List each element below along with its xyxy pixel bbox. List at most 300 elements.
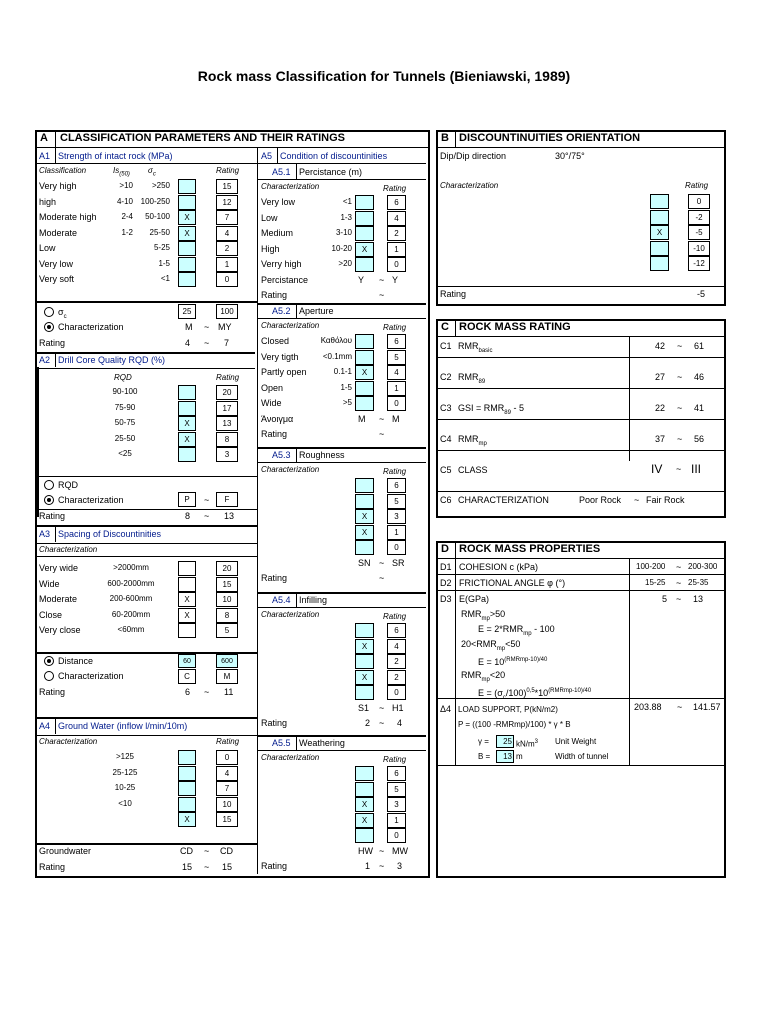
a5-p2-header-rating: Rating (383, 323, 407, 332)
c-row-from: 42 (655, 341, 666, 351)
b-row-check[interactable] (650, 256, 669, 271)
a5-p1-row-rating: 0 (387, 257, 406, 272)
a5-p4-row-rating: 6 (387, 623, 406, 638)
a5-p2-row-rating: 6 (387, 334, 406, 349)
c-row-tilde: ~ (677, 372, 683, 382)
a3-row-rating: 8 (216, 608, 238, 623)
a2-characterization-radio[interactable] (44, 495, 54, 505)
a4-rating-from: 15 (182, 862, 193, 872)
a5-p1-row-rating: 4 (387, 211, 406, 226)
a5-p3-header-characterization: Characterization (261, 465, 320, 474)
a1-row-check[interactable] (178, 179, 196, 194)
a4-title: Ground Water (inflow l/min/10m) (58, 721, 188, 731)
a5-p3-row-check[interactable]: X (355, 525, 374, 540)
b-rating-label: Rating (440, 289, 467, 299)
b-dip-value: 30°/75° (555, 151, 585, 161)
c-row-to: 56 (694, 434, 705, 444)
d4-code: Δ4 (440, 704, 452, 714)
a5-p2-header-characterization: Characterization (261, 321, 320, 330)
a5-p3-summary-from: SN (358, 558, 371, 568)
d1-to: 200-300 (688, 562, 718, 571)
a1-char-tilde: ~ (204, 322, 210, 332)
a5-sep-h (257, 179, 426, 180)
c5-label: CLASS (458, 465, 488, 475)
a5-sep (296, 447, 297, 462)
d2-label: FRICTIONAL ANGLE φ (°) (459, 578, 566, 588)
a5-p5-title: Weathering (299, 738, 345, 748)
a5-p2-code: A5.2 (272, 306, 291, 316)
c-row-tilde: ~ (677, 341, 683, 351)
a5-p5-row-check[interactable]: X (355, 813, 374, 828)
a5-p2-row-check[interactable] (355, 334, 374, 349)
c-row-from: 22 (655, 403, 666, 413)
a5-sep-h (257, 462, 426, 463)
a1-rating-to: 7 (224, 338, 230, 348)
a5-p4-row-rating: 0 (387, 685, 406, 700)
a5-p2-row-range: 1-5 (340, 382, 352, 392)
a2-rating-tilde: ~ (204, 511, 210, 521)
a3-row-rating: 5 (216, 623, 238, 638)
section-b-title: DISCOUNTINUITIES ORIENTATION (459, 132, 641, 144)
d3-line-3: $20<RMR_{mp}<50$ (461, 639, 521, 652)
a5-p1-summary-to: Y (392, 275, 399, 285)
a5-p1-summary-label: Percistance (261, 275, 309, 285)
section-d-title: ROCK MASS PROPERTIES (459, 543, 601, 555)
a2-row-check[interactable]: X (178, 416, 196, 431)
a4-gw-from: CD (180, 846, 193, 856)
a1-rating-tilde: ~ (204, 338, 210, 348)
a4-row-range: <10 (118, 798, 132, 808)
a5-p2-row-check[interactable] (355, 396, 374, 411)
a3-characterization-radio[interactable] (44, 671, 54, 681)
a4-header-characterization: Characterization (39, 737, 98, 746)
a3-row-check[interactable]: X (178, 592, 196, 607)
a1-header-rating: Rating (216, 166, 240, 175)
a5-p2-row-rating: 0 (387, 396, 406, 411)
a4-row-check[interactable]: X (178, 812, 196, 827)
a5-p4-rating-tilde: ~ (379, 718, 385, 728)
a2-title: Drill Core Quality RQD (%) (58, 355, 166, 365)
c-row-from: 27 (655, 372, 666, 382)
a3-distance-radio[interactable] (44, 656, 54, 666)
b-row-rating: 0 (688, 194, 710, 209)
a1-char-to: MY (218, 322, 232, 332)
c6-from: Poor Rock (579, 495, 622, 505)
a3-characterization-label: Characterization (58, 671, 124, 681)
a3-header-characterization: Characterization (39, 545, 98, 554)
a1-row-check[interactable] (178, 195, 196, 210)
a5-p1-header-characterization: Characterization (261, 182, 320, 191)
c-row-to: 61 (694, 341, 705, 351)
a2-row-check[interactable]: X (178, 432, 196, 447)
c-row-label: GSI = $RMR_{89} - 5$ (458, 403, 524, 416)
a1-row-sigma: 25-50 (149, 227, 170, 237)
a4-row-range: >125 (115, 752, 135, 761)
a5-p1-row-range: <1 (342, 197, 352, 206)
a5-p3-row-rating: 3 (387, 509, 406, 524)
a5-p5-rating-tilde: ~ (379, 861, 385, 871)
a5-p1-row-rating: 6 (387, 195, 406, 210)
d3-line-6: $E = (\sigma_c/100)^{0,5}*10^{(RMRmp-10)/40}$ (478, 688, 592, 701)
a1-row-check[interactable] (178, 257, 196, 272)
a5-p1-row-rating: 1 (387, 242, 406, 257)
a5-p3-rating-label: Rating (261, 573, 288, 583)
gamma-value-input[interactable]: 25 (496, 735, 514, 748)
section-a-title: CLASSIFICATION PARAMETERS AND THEIR RATINGS (60, 132, 345, 144)
a5-p2-summary-to: M (392, 414, 400, 424)
a1-sigma-label: $\sigma_c$ (58, 307, 67, 320)
a2-rqd-radio[interactable] (44, 480, 54, 490)
a5-p2-row-label: Open (261, 382, 284, 393)
a5-sep (296, 303, 297, 318)
a5-p4-row-check[interactable] (355, 685, 374, 700)
b-dip-label: Dip/Dip direction (440, 151, 507, 161)
a2-row-range: 90-100 (112, 387, 138, 396)
a2-row-rating: 8 (216, 432, 238, 447)
a1-row-check[interactable] (178, 272, 196, 287)
a5-sep (296, 164, 297, 179)
a5-p5-row-rating: 1 (387, 813, 406, 828)
b-row-rating: -10 (688, 241, 710, 256)
a4-row-range: 10-25 (114, 783, 136, 792)
a1-row-label: Very low (39, 258, 74, 269)
a5-p2-row-range: >5 (342, 398, 352, 407)
c-row-divider (436, 357, 724, 358)
d3-code: D3 (440, 594, 452, 604)
a2-row-check[interactable] (178, 385, 196, 400)
a5-p2-row-label: Closed (261, 336, 290, 346)
a5-p2-row-range: 0.1-1 (333, 367, 352, 376)
c-row-tilde: ~ (677, 434, 683, 444)
a5-title: Condition of discountinities (280, 151, 388, 161)
a5-p2-row-label: Very tigth (261, 351, 299, 362)
a4-row-rating: 7 (216, 781, 238, 796)
a5-p2-rating-tilde: ~ (379, 429, 385, 439)
c5-code: C5 (440, 465, 452, 475)
section-d-letter: D (441, 543, 449, 555)
a3-row-rating: 10 (216, 592, 238, 607)
a5-p2-summary-label: Άνοιγμα (261, 414, 294, 424)
a5-p4-row-rating: 2 (387, 654, 406, 669)
a5-p4-row-check[interactable] (355, 623, 374, 638)
a5-p4-code: A5.4 (272, 595, 291, 605)
a1-sigma-value-1[interactable]: 25 (178, 304, 196, 319)
a5-p3-code: A5.3 (272, 450, 291, 460)
a5-p5-row-rating: 5 (387, 782, 406, 797)
a5-p2-row-range: Καθόλου (320, 336, 352, 345)
d4-label: LOAD SUPPORT, P(kN/m2) (458, 705, 558, 714)
section-b-letter: B (441, 132, 449, 144)
c-row-tilde: ~ (677, 403, 683, 413)
a1-row-label: Moderate (39, 227, 78, 238)
a1-row-rating: 4 (216, 226, 238, 241)
b-value-input[interactable]: 13 (496, 750, 514, 763)
c-row-label: $RMR_{basic}$ (458, 341, 493, 354)
a5-p2-row-check[interactable]: X (355, 365, 374, 380)
a2-rating-to: 13 (224, 511, 235, 521)
a5-p1-header-rating: Rating (383, 184, 407, 193)
a5-p1-row-check[interactable] (355, 195, 374, 210)
a1-row-label: high (39, 196, 57, 207)
a5-p1-row-check[interactable] (355, 257, 374, 272)
a1-rating-label: Rating (39, 338, 66, 348)
a5-p2-row-rating: 4 (387, 365, 406, 380)
a5-p5-row-check[interactable]: X (355, 797, 374, 812)
a5-p3-title: Roughness (299, 450, 345, 460)
a5-p5-rating-from: 1 (365, 861, 371, 871)
a5-p5-row-check[interactable] (355, 782, 374, 797)
a5-p5-rating-label: Rating (261, 861, 288, 871)
c-row-code: C3 (440, 403, 452, 413)
a3-distance-value-1[interactable]: 60 (178, 654, 196, 668)
a1-row-sigma: <1 (160, 274, 170, 283)
c-row-to: 46 (694, 372, 705, 382)
a5-sep-h (257, 750, 426, 751)
a3-row-label: Moderate (39, 594, 78, 604)
a3-title: Spacing of Discountinities (58, 529, 162, 539)
a2-rating-label: Rating (39, 511, 66, 521)
c-row-label: $RMR_{89}$ (458, 372, 486, 385)
a1-sigma-value-2[interactable]: 100 (216, 304, 238, 319)
d1-code: D1 (440, 562, 452, 572)
a5-p4-rating-from: 2 (365, 718, 371, 728)
a4-groundwater-label: Groundwater (39, 846, 92, 856)
a5-p4-row-check[interactable] (355, 654, 374, 669)
c-row-divider (436, 388, 724, 389)
a5-sep-h (257, 318, 426, 319)
b-header-rating: Rating (685, 181, 709, 190)
a5-p5-row-check[interactable] (355, 766, 374, 781)
a5-p1-rating-tilde: ~ (379, 290, 385, 300)
a4-row-range: 25-125 (112, 767, 138, 777)
d3-line-5: $RMR_{mp}<20$ (461, 670, 506, 683)
a2-row-rating: 3 (216, 447, 238, 462)
d3-line-4: $E = 10^{(RMRmp-10)/40}$ (478, 657, 548, 667)
a4-row-check[interactable] (178, 797, 196, 812)
page-title: Rock mass Classification for Tunnels (Bieniawski, 1989) (197, 68, 571, 84)
a5-p4-rating-to: 4 (397, 718, 403, 728)
a4-header-rating: Rating (216, 737, 240, 746)
a1-row-is: >10 (119, 181, 133, 190)
c-row-divider (436, 419, 724, 420)
a1-row-is: 4-10 (116, 196, 133, 206)
a1-rating-from: 4 (185, 338, 191, 348)
a2-row-rating: 17 (216, 401, 238, 416)
a5-p3-row-check[interactable] (355, 494, 374, 509)
a1-row-check[interactable]: X (178, 210, 196, 225)
a5-p1-summary-tilde: ~ (379, 275, 385, 285)
d3-line-1: $RMR_{mp}>50$ (461, 609, 506, 622)
a1-row-label: Low (39, 243, 56, 253)
c5-to: III (691, 462, 702, 476)
b-rating-value: -5 (697, 289, 706, 299)
a1-sigma-radio[interactable] (44, 307, 54, 317)
d2-tilde: ~ (676, 578, 682, 588)
a2-row-range: <25 (118, 449, 132, 458)
a2-row-rating: 13 (216, 416, 238, 431)
a5-p1-row-label: Medium (261, 228, 294, 238)
a3-row-label: Very close (39, 625, 81, 635)
a3-row-range: >2000mm (113, 563, 149, 572)
a2-row-check[interactable] (178, 447, 196, 462)
a5-p2-title: Aperture (299, 306, 334, 316)
b-row-check[interactable] (650, 194, 669, 209)
a3-row-range: 200-600mm (109, 594, 153, 603)
a5-p3-row-check[interactable] (355, 478, 374, 493)
a5-p3-header-rating: Rating (383, 467, 407, 476)
gamma-description: Unit Weight (555, 737, 597, 746)
a4-row-rating: 15 (216, 812, 238, 827)
b-unit: m (516, 752, 523, 761)
a3-char-value-2[interactable]: M (216, 669, 238, 684)
d1-label: COHESION c (kPa) (459, 562, 539, 572)
a2-code: A2 (39, 355, 51, 365)
section-c-letter: C (441, 321, 449, 333)
a5-p1-row-label: Very low (261, 197, 296, 207)
a2-rqd-label: RQD (58, 480, 78, 490)
d3-line-2: $E = 2*RMR_{mp} - 100$ (478, 624, 555, 637)
a5-p4-header-rating: Rating (383, 612, 407, 621)
a2-char-to[interactable]: F (216, 492, 238, 507)
a1-characterization-label: Characterization (58, 322, 124, 332)
c6-to: Fair Rock (646, 495, 685, 505)
a5-p1-rating-label: Rating (261, 290, 288, 300)
c6-label: CHARACTERIZATION (458, 495, 549, 505)
a2-characterization-label: Characterization (58, 495, 124, 505)
a3-row-range: <60mm (117, 625, 145, 634)
b-label: B = (478, 752, 491, 761)
a1-row-rating: 12 (216, 195, 238, 210)
d4-to: 141.57 (693, 702, 721, 712)
a2-char-from[interactable]: P (178, 492, 196, 507)
section-a-letter: A (40, 132, 48, 144)
c-row-code: C1 (440, 341, 452, 351)
a5-p2-row-rating: 5 (387, 350, 406, 365)
c-row-label: $RMR_{mp}$ (458, 434, 487, 447)
a5-p1-row-range: 3-10 (335, 228, 352, 237)
a2-row-range: 75-90 (114, 402, 136, 412)
b-row-rating: -12 (688, 256, 710, 271)
a3-char-value-1[interactable]: C (178, 669, 196, 684)
a5-p3-row-check[interactable]: X (355, 509, 374, 524)
a5-p4-row-check[interactable]: X (355, 670, 374, 685)
b-row-check[interactable] (650, 241, 669, 256)
d2-to: 25-35 (688, 578, 709, 587)
a3-distance-value-2[interactable]: 600 (216, 654, 238, 668)
a5-p4-summary-from: S1 (358, 703, 370, 713)
a2-header-rqd: RQD (114, 373, 132, 382)
a5-p5-row-check[interactable] (355, 828, 374, 843)
a5-p1-row-check[interactable]: X (355, 242, 374, 257)
a5-p4-row-rating: 2 (387, 670, 406, 685)
a5-p1-row-check[interactable] (355, 226, 374, 241)
a5-p3-row-check[interactable] (355, 540, 374, 555)
a4-rating-to: 15 (222, 862, 233, 872)
a3-rating-label: Rating (39, 687, 66, 697)
a5-p5-rating-to: 3 (397, 861, 403, 871)
a5-p5-summary-to: MW (392, 846, 408, 856)
a2-row-range: 25-50 (114, 433, 136, 443)
a5-p5-summary-from: HW (358, 846, 373, 856)
a5-p5-row-rating: 3 (387, 797, 406, 812)
a1-row-sigma: 50-100 (145, 212, 170, 221)
a3-row-check[interactable] (178, 561, 196, 576)
d3-to: 13 (693, 594, 704, 604)
d3-from: 5 (662, 594, 668, 604)
a3-row-check[interactable] (178, 577, 196, 592)
d4-tilde: ~ (677, 702, 683, 712)
a4-row-rating: 0 (216, 750, 238, 765)
a5-p1-title: Percistance (m) (299, 167, 363, 177)
a1-row-label: Very soft (39, 274, 75, 284)
a4-row-check[interactable] (178, 781, 196, 796)
a1-row-sigma: >250 (151, 181, 170, 190)
section-c-title: ROCK MASS RATING (459, 321, 571, 333)
a4-row-check[interactable] (178, 750, 196, 765)
a4-row-check[interactable] (178, 766, 196, 781)
a1-row-check[interactable]: X (178, 226, 196, 241)
a5-p3-row-rating: 5 (387, 494, 406, 509)
a5-p4-row-check[interactable]: X (355, 639, 374, 654)
a5-p1-row-label: Low (261, 212, 278, 223)
a3-row-range: 60-200mm (111, 609, 151, 619)
d4-formula: P = ((100 -RMRmp)/100) * γ * B (458, 720, 571, 729)
a5-p2-summary-from: M (358, 414, 366, 424)
a3-distance-label: Distance (58, 656, 94, 666)
a3-rating-to: 11 (224, 687, 234, 697)
a5-sep-h (257, 607, 426, 608)
a1-title: Strength of intact rock (MPa) (58, 151, 173, 161)
a3-row-rating: 15 (216, 577, 238, 592)
c-row-code: C2 (440, 372, 452, 382)
a5-p5-row-rating: 0 (387, 828, 406, 843)
a1-row-sigma: 100-250 (140, 196, 170, 206)
a1-row-is: 2-4 (121, 212, 133, 221)
a2-char-tilde: ~ (204, 495, 210, 505)
a3-row-check[interactable] (178, 623, 196, 638)
a3-rating-tilde: ~ (204, 687, 210, 697)
a1-row-rating: 0 (216, 272, 238, 287)
b-row-check[interactable] (650, 210, 669, 225)
a1-characterization-radio[interactable] (44, 322, 54, 332)
c6-code: C6 (440, 495, 452, 505)
a5-p2-row-check[interactable] (355, 350, 374, 365)
c5-from: IV (651, 462, 663, 476)
a3-row-label: Close (39, 609, 63, 620)
a2-rating-from: 8 (185, 511, 191, 521)
a5-p3-rating-tilde: ~ (379, 573, 385, 583)
a4-rating-tilde: ~ (204, 862, 210, 872)
d1-tilde: ~ (676, 562, 682, 572)
a5-p3-row-rating: 6 (387, 478, 406, 493)
a2-row-check[interactable] (178, 401, 196, 416)
c6-tilde: ~ (634, 495, 640, 505)
a1-row-check[interactable] (178, 241, 196, 256)
a3-row-check[interactable]: X (178, 608, 196, 623)
a3-row-rating: 20 (216, 561, 238, 576)
a4-code: A4 (39, 721, 51, 731)
a5-p1-row-label: Verry high (261, 259, 302, 269)
a4-rating-label: Rating (39, 862, 66, 872)
a5-p4-row-rating: 4 (387, 639, 406, 654)
a1-code: A1 (39, 151, 51, 161)
a1-row-rating: 2 (216, 241, 238, 256)
a5-p2-row-check[interactable] (355, 381, 374, 396)
b-row-check[interactable]: X (650, 225, 669, 240)
a5-p1-row-check[interactable] (355, 211, 374, 226)
b-header-characterization: Characterization (440, 181, 499, 190)
a5-p1-row-range: 10-20 (331, 243, 352, 253)
